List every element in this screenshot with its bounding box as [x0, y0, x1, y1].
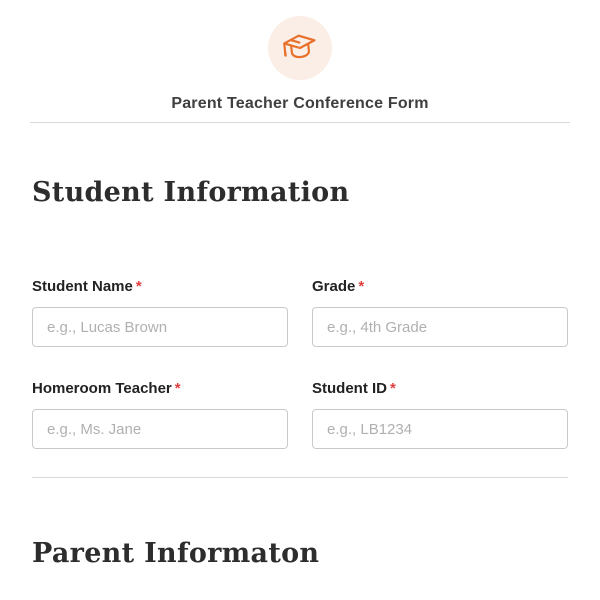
- page-title: Parent Teacher Conference Form: [171, 95, 429, 112]
- form-body: [0, 177, 600, 569]
- homeroom-teacher-label: [32, 380, 288, 397]
- required-asterisk: *: [135, 278, 142, 296]
- required-asterisk: *: [174, 380, 181, 398]
- student-name-label: [32, 278, 288, 295]
- required-asterisk: *: [358, 278, 365, 296]
- student-id-label: [312, 380, 568, 397]
- section-heading-parent-information: Parent Informaton: [32, 538, 320, 570]
- student-fields-grid: [32, 278, 568, 449]
- field-student-name: [32, 278, 288, 347]
- grade-input[interactable]: [312, 307, 568, 347]
- section-divider: [32, 477, 568, 478]
- section-heading-student-information: Student Information: [32, 177, 350, 208]
- form-header: [0, 0, 600, 113]
- field-homeroom-teacher: [32, 380, 288, 449]
- student-id-input[interactable]: [312, 409, 568, 449]
- header-divider: [30, 122, 570, 123]
- homeroom-teacher-label-text: Homeroom Teacher: [32, 380, 172, 398]
- field-student-id: [312, 380, 568, 449]
- graduation-cap-icon: [268, 16, 332, 80]
- student-id-label-text: Student ID: [312, 380, 387, 398]
- grade-label: [312, 278, 568, 295]
- grade-label-text: Grade: [312, 278, 356, 296]
- student-name-label-text: Student Name: [32, 278, 133, 296]
- required-asterisk: *: [390, 380, 396, 398]
- student-name-input[interactable]: [32, 307, 288, 347]
- homeroom-teacher-input[interactable]: [32, 409, 288, 449]
- field-grade: [312, 278, 568, 347]
